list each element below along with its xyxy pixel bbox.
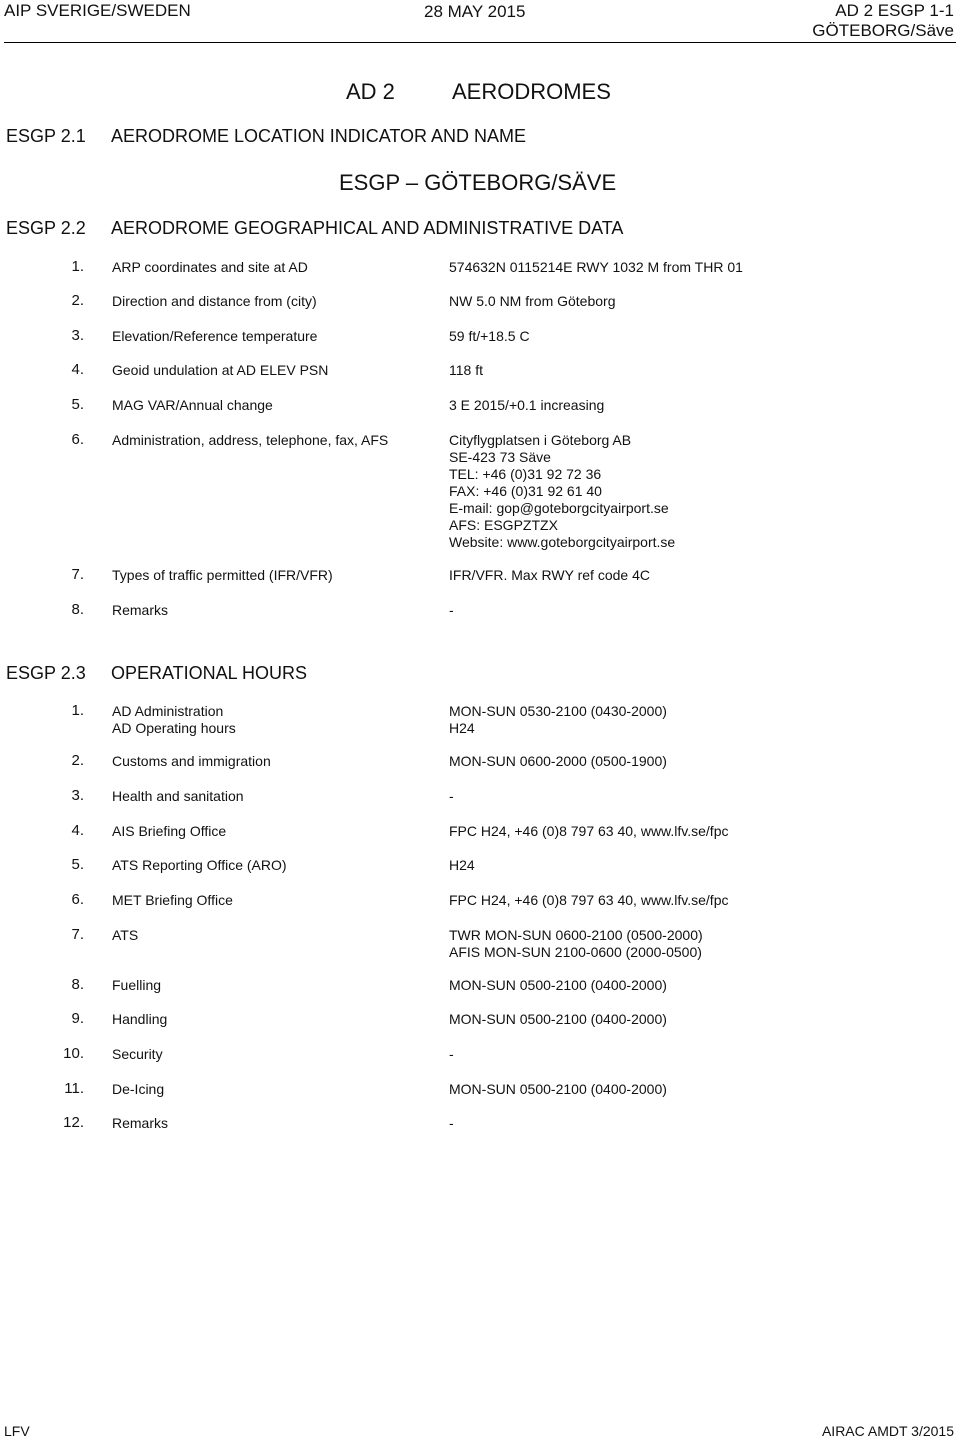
item-label xyxy=(112,1011,167,1028)
item-label-line: Types of traffic permitted (IFR/VFR) xyxy=(112,567,333,583)
item-number: 5. xyxy=(71,856,84,873)
item-value xyxy=(449,602,454,619)
item-number: 4. xyxy=(71,822,84,839)
item-number: 2. xyxy=(71,292,84,309)
item-label-line: Fuelling xyxy=(112,977,162,993)
item-value xyxy=(449,823,729,840)
item-label xyxy=(112,857,287,874)
item-value xyxy=(449,1046,454,1063)
item-number: 8. xyxy=(71,976,84,993)
item-label-line: Security xyxy=(112,1046,163,1062)
item-value xyxy=(449,432,675,551)
item-number: 3. xyxy=(71,327,84,344)
item-label-line: MET Briefing Office xyxy=(112,892,233,908)
item-label xyxy=(112,927,138,944)
item-label xyxy=(112,892,233,909)
item-label-line: Handling xyxy=(112,1011,168,1027)
item-value-line: MON-SUN 0500-2100 (0400-2000) xyxy=(449,1011,667,1027)
section-title-2-2: AERODROME GEOGRAPHICAL AND ADMINISTRATIVE DATA xyxy=(111,218,624,238)
item-label-line: ATS xyxy=(112,927,139,943)
item-value-line: AFIS MON-SUN 2100-0600 (2000-0500) xyxy=(449,944,702,960)
item-number: 5. xyxy=(71,396,84,413)
item-value-line: MON-SUN 0600-2000 (0500-1900) xyxy=(449,753,667,769)
item-value-line: H24 xyxy=(449,720,475,736)
item-label-line: AD Administration xyxy=(112,703,224,719)
item-value-line: H24 xyxy=(449,857,475,873)
item-label-line: AIS Briefing Office xyxy=(112,823,227,839)
item-label-line: Remarks xyxy=(112,602,169,618)
item-number: 3. xyxy=(71,787,84,804)
item-label xyxy=(112,397,273,414)
item-value-line: Website: www.goteborgcityairport.se xyxy=(449,534,676,550)
item-value-line: 3 E 2015/+0.1 increasing xyxy=(449,397,605,413)
header-page-id: AD 2 ESGP 1-1 xyxy=(835,1,954,20)
item-number: 12. xyxy=(63,1114,84,1131)
item-value-line: Cityflygplatsen i Göteborg AB xyxy=(449,432,632,448)
item-label-line: ATS Reporting Office (ARO) xyxy=(112,857,287,873)
item-value xyxy=(449,362,483,379)
item-value-line: MON-SUN 0530-2100 (0430-2000) xyxy=(449,703,667,719)
footer-publisher: LFV xyxy=(4,1423,30,1439)
part-name: AERODROMES xyxy=(452,79,611,104)
item-label-line: AD Operating hours xyxy=(112,720,236,736)
item-number: 4. xyxy=(71,361,84,378)
item-label xyxy=(112,602,168,619)
item-number: 2. xyxy=(71,752,84,769)
item-label xyxy=(112,1115,168,1132)
header-rule xyxy=(4,42,956,43)
item-value xyxy=(449,892,729,909)
item-value xyxy=(449,1011,667,1028)
section-code-2-3: ESGP 2.3 xyxy=(6,663,86,683)
header-publication: AIP SVERIGE/SWEDEN xyxy=(4,1,191,20)
item-value-line: TEL: +46 (0)31 92 72 36 xyxy=(449,466,602,482)
item-label xyxy=(112,432,388,449)
item-value-line: - xyxy=(449,788,454,804)
item-number: 8. xyxy=(71,601,84,618)
part-code: AD 2 xyxy=(346,79,395,104)
item-value xyxy=(449,1115,454,1132)
item-value-line: IFR/VFR. Max RWY ref code 4C xyxy=(449,567,650,583)
item-value-line: - xyxy=(449,1046,454,1062)
item-label xyxy=(112,753,271,770)
item-value xyxy=(449,788,454,805)
item-label-line: Remarks xyxy=(112,1115,169,1131)
section-code-2-2: ESGP 2.2 xyxy=(6,218,86,238)
item-value-line: - xyxy=(449,1115,454,1131)
item-label-line: Geoid undulation at AD ELEV PSN xyxy=(112,362,329,378)
item-value-line: 118 ft xyxy=(449,362,483,378)
item-number: 6. xyxy=(71,891,84,908)
item-label xyxy=(112,977,161,994)
item-value xyxy=(449,397,604,414)
item-label-line: ARP coordinates and site at AD xyxy=(112,259,308,275)
item-label xyxy=(112,328,317,345)
item-value-line: MON-SUN 0500-2100 (0400-2000) xyxy=(449,977,667,993)
item-value-line: TWR MON-SUN 0600-2100 (0500-2000) xyxy=(449,927,703,943)
item-value-line: NW 5.0 NM from Göteborg xyxy=(449,293,616,309)
item-value-line: FAX: +46 (0)31 92 61 40 xyxy=(449,483,602,499)
item-label xyxy=(112,259,308,276)
item-label xyxy=(112,567,333,584)
item-label xyxy=(112,293,317,310)
header-date: 28 MAY 2015 xyxy=(424,2,526,21)
item-value xyxy=(449,1081,667,1098)
item-value-line: E-mail: gop@goteborgcityairport.se xyxy=(449,500,669,516)
item-label-line: Health and sanitation xyxy=(112,788,244,804)
item-number: 9. xyxy=(71,1010,84,1027)
section-code-2-1: ESGP 2.1 xyxy=(6,126,86,146)
item-value-line: 59 ft/+18.5 C xyxy=(449,328,530,344)
section-title-2-1: AERODROME LOCATION INDICATOR AND NAME xyxy=(111,126,527,146)
item-number: 1. xyxy=(71,258,84,275)
item-value xyxy=(449,703,667,737)
item-number: 10. xyxy=(63,1045,84,1062)
item-value xyxy=(449,977,667,994)
item-value xyxy=(449,567,650,584)
item-label xyxy=(112,788,244,805)
item-value-line: AFS: ESGPZTZX xyxy=(449,517,558,533)
item-label xyxy=(112,362,328,379)
item-label xyxy=(112,1046,163,1063)
footer-amendment: AIRAC AMDT 3/2015 xyxy=(821,1423,954,1439)
item-value-line: - xyxy=(449,602,454,618)
header-aerodrome: GÖTEBORG/Säve xyxy=(812,21,954,40)
item-value-line: SE-423 73 Säve xyxy=(449,449,551,465)
item-value xyxy=(449,328,530,345)
item-number: 6. xyxy=(71,431,84,448)
item-value xyxy=(449,927,703,961)
item-value xyxy=(449,293,616,310)
item-number: 7. xyxy=(71,926,84,943)
item-label-line: Customs and immigration xyxy=(112,753,271,769)
item-number: 7. xyxy=(71,566,84,583)
item-value-line: 574632N 0115214E RWY 1032 M from THR 01 xyxy=(449,259,743,275)
item-value xyxy=(449,259,743,276)
item-label xyxy=(112,823,226,840)
item-number: 1. xyxy=(71,702,84,719)
item-number: 11. xyxy=(64,1080,84,1097)
item-value-line: FPC H24, +46 (0)8 797 63 40, www.lfv.se/fpc xyxy=(449,823,729,839)
item-label-line: Administration, address, telephone, fax, AFS xyxy=(112,432,389,448)
item-label-line: Elevation/Reference temperature xyxy=(112,328,318,344)
aerodrome-name: ESGP – GÖTEBORG/SÄVE xyxy=(339,170,617,195)
item-value xyxy=(449,753,667,770)
item-label xyxy=(112,1081,164,1098)
item-value-line: MON-SUN 0500-2100 (0400-2000) xyxy=(449,1081,667,1097)
item-value xyxy=(449,857,475,874)
item-value-line: FPC H24, +46 (0)8 797 63 40, www.lfv.se/fpc xyxy=(449,892,729,908)
section-title-2-3: OPERATIONAL HOURS xyxy=(111,663,308,683)
item-label xyxy=(112,703,236,737)
item-label-line: MAG VAR/Annual change xyxy=(112,397,273,413)
item-label-line: Direction and distance from (city) xyxy=(112,293,317,309)
item-label-line: De-Icing xyxy=(112,1081,165,1097)
